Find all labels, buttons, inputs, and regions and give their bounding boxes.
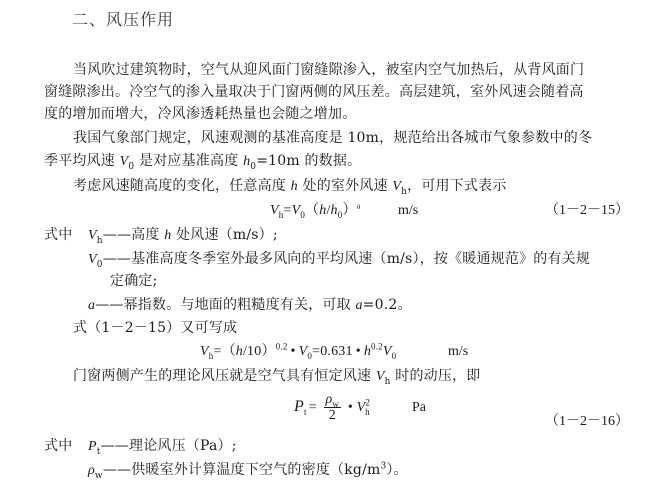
equation-fraction: $\frac{\rho_w}{2}$ — [325, 392, 340, 424]
paragraph-1-line-2: 窗缝隙渗出。冷空气的渗入量取决于门窗两侧的风压差。高层建筑，室外风速会随着高 — [44, 84, 584, 100]
paragraph-3: 考虑风速随高度的变化，任意高度 h 处的室外风速 $V_h$，可用下式表示 — [73, 178, 507, 197]
equation-1-15: $V_h=V_0(h/h_0)^a$ — [270, 201, 361, 220]
paragraph-2-line-2: 季平均风速 $V_0$ 是对应基准高度 $h_0=10m$ 的数据。 — [44, 153, 362, 172]
equation-2-unit: m/s — [448, 344, 469, 359]
equation-1-number: （1－2－15） — [545, 203, 629, 218]
where-label-1: 式中 — [44, 227, 73, 243]
equation-1-16: $P_t$ = $\frac{\rho_w}{2}$ • $V^2_h$ — [294, 392, 371, 424]
equation-3-number: （1－2－16） — [545, 414, 629, 429]
where-pt-definition: $P_t——$理论风压（Pa）; — [88, 438, 237, 457]
paragraph-4: 门窗两侧产生的理论风压就是空气具有恒定风速 $V_h$ 时的动压，即 — [73, 368, 481, 387]
where-v0-definition: $V_0——$基准高度冬季室外最多风向的平均风速（m/s），按《暖通规范》的有关规 — [88, 251, 591, 270]
where-rho-definition: $\rho_w——$供暖室外计算温度下空气的密度$(kg/m^3)$。 — [88, 461, 408, 481]
paragraph-2-line-1: 我国气象部门规定，风速观测的基准高度是 10m，规范给出各城市气象参数中的冬 — [73, 130, 593, 146]
where-vh-definition: $V_h——$高度 h 处风速（m/s）; — [88, 227, 278, 246]
rewrite-text: 式（1－2－15）又可写成 — [73, 320, 238, 336]
section-title: 二、风压作用 — [72, 10, 175, 29]
where-label-2: 式中 — [44, 438, 73, 454]
paragraph-1-line-3: 度的增加而增大，冷风渗透耗热量也会随之增加。 — [44, 106, 357, 122]
paragraph-1-line-1: 当风吹过建筑物时，空气从迎风面门窗缝隙渗入，被室内空气加热后，从背风面门 — [73, 62, 585, 78]
where-a-definition: a——幂指数。与地面的粗糙度有关，可取 a=0.2。 — [88, 297, 412, 313]
equation-3-unit: Pa — [412, 400, 426, 415]
equation-rewritten: $V_h=(h/10)^{0.2}$ • $V_0=0.631$ • $h^{0.2}V_0$ — [200, 341, 397, 361]
equation-1-unit: m/s — [398, 203, 419, 218]
where-v0-definition-cont: 定确定; — [110, 273, 158, 289]
